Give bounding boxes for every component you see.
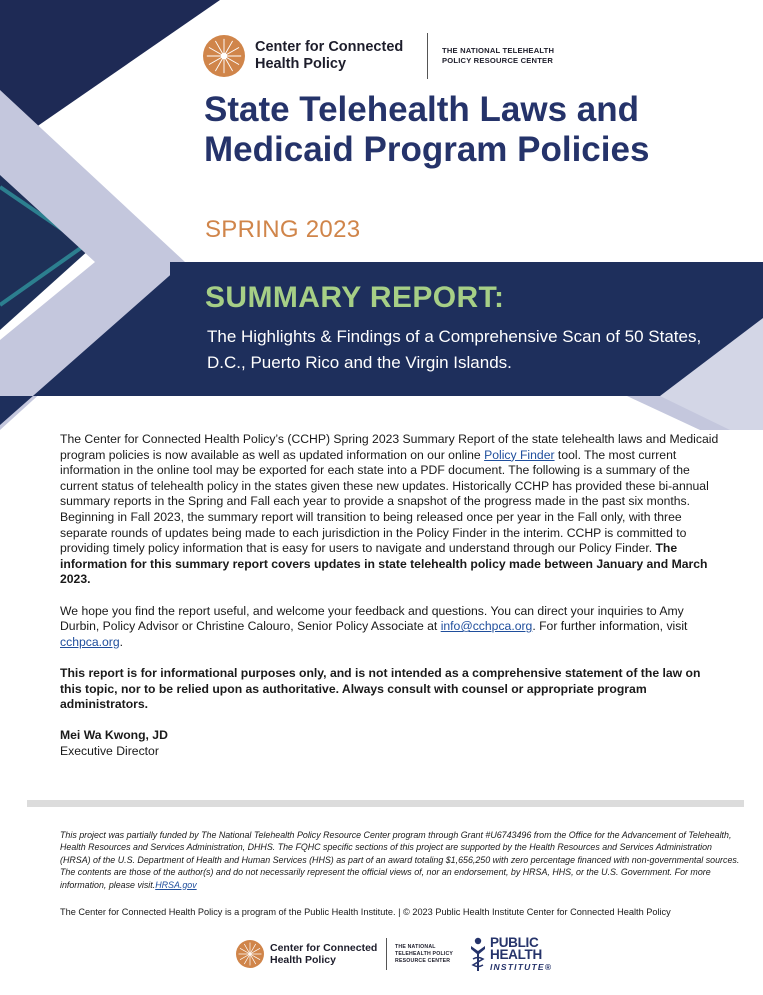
contact-paragraph [60, 604, 720, 651]
logo-divider [427, 33, 428, 79]
org-name: Center for Connected Health Policy [255, 39, 404, 72]
phi-wordmark [490, 937, 552, 973]
summary-subtitle: The Highlights & Findings of a Comprehensive Scan of 50 States, D.C., Puerto Rico and the Virgin Islands. [207, 327, 702, 372]
website-link[interactable]: cchpca.org [60, 634, 120, 649]
report-edition: SPRING 2023 [205, 216, 361, 243]
email-link[interactable]: info@cchpca.org [440, 619, 533, 634]
funding-text: This project was partially funded by The National Telehealth Policy Resource Center program through Grant #U6743496 from the Office for the Advancement of Telehealth, Health Resources and Services Administration, DHHS. The FQHC specific sections of this project are supported by the Health Resources and Services Administration (HRSA) of the U.S. Department of Health and Human Services (HHS) as part of an award totaling $1,656,250 with zero percentage financed with non-governmental sources. The contents are those of the author(s) and do not necessarily represent the official views of, nor an endorsement, by HRSA, HHS, or the U.S. Government. For more information, please visit. [60, 830, 740, 890]
intro-text-1: The Center for Connected Health Policy’s (CCHP) Spring 2023 Summary Report of the state telehealth laws and Medicaid program policies is now available as well as updated information on our online [60, 432, 719, 462]
contact-text-1: We hope you find the report useful, and welcome your feedback and questions. You can direct your inquiries to Amy Durbin, Policy Advisor or Christine Calouro, Senior Policy Associate at [60, 603, 684, 634]
intro-bold-text: The information for this summary report covers updates in state telehealth policy made between January and March 2023. [60, 541, 708, 587]
summary-heading: SUMMARY REPORT: [205, 281, 505, 314]
contact-text-2: . For further information, visit [532, 619, 688, 634]
footer-logo-divider [386, 938, 387, 970]
phi-line-3: INSTITUTE® [490, 962, 553, 972]
sunburst-icon [203, 35, 245, 77]
footer-org-name: Center for Connected Health Policy [270, 941, 378, 966]
contact-text-3: . [119, 634, 124, 649]
footer-partner-name: THE NATIONAL TELEHEALTH POLICY RESOURCE CENTER [395, 943, 453, 964]
report-body [60, 432, 720, 759]
disclaimer: This report is for informational purposes only, and is not intended as a comprehensive statement of the law on this topic, nor to be relied upon as authoritative. Always consult with counsel or appropriate program administrators. [60, 665, 701, 712]
phi-line-2: HEALTH [490, 947, 542, 962]
funding-note [60, 829, 740, 891]
divider-rule [27, 800, 744, 807]
policy-finder-link[interactable]: Policy Finder [484, 447, 555, 462]
hrsa-link[interactable]: HRSA.gov [155, 879, 197, 890]
signer-title: Executive Director [60, 743, 159, 758]
partner-name: THE NATIONAL TELEHEALTH POLICY RESOURCE CENTER [442, 45, 555, 65]
intro-paragraph [60, 432, 720, 588]
footer-logo [236, 938, 465, 970]
signer-name: Mei Wa Kwong, JD [60, 728, 168, 743]
report-title: State Telehealth Laws and Medicaid Program Policies [204, 90, 650, 169]
copyright-line: The Center for Connected Health Policy is a program of the Public Health Institute. | © 2023 Public Health Institute Center for Connected Health Policy [60, 907, 671, 917]
phi-logo [469, 937, 552, 973]
sunburst-icon [236, 940, 264, 968]
phi-figure-icon [469, 937, 487, 973]
phi-line-1: PUBLIC [490, 935, 539, 950]
intro-text-2: tool. The most current information in the online tool may be exported for each state into a PDF document. The following is a summary of the current status of telehealth policy in the states given these new updates. Historically CCHP has provided these bi-annual summary reports in the Spring and Fall each year to provide a snapshot of the progress made in the past six months. Beginning in Fall 2023, the summary report will transition to being released once per year in the Fall only, with three separate rounds of updates being made to each jurisdiction in the Policy Finder in the interim. CCHP is committed to providing timely policy information that is easy for users to navigate and understand through our Policy Finder. [60, 447, 709, 556]
header-logo [203, 33, 562, 79]
